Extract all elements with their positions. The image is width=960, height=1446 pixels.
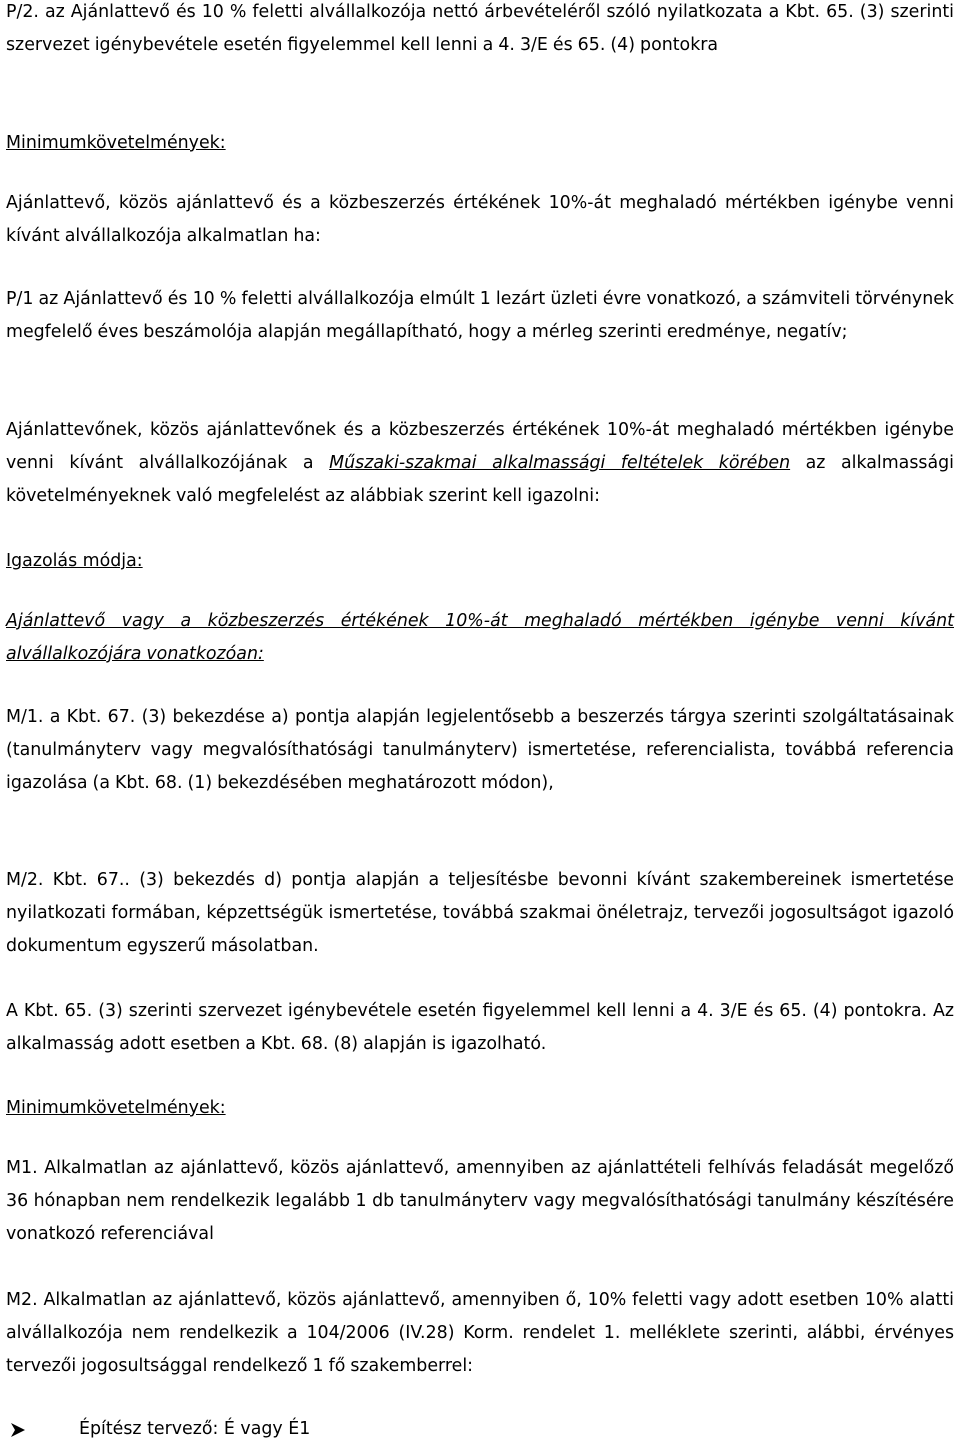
proof-subheading: Ajánlattevő vagy a közbeszerzés értékének 10%-át meghaladó mértékben igénybe venni kívánt alvállalkozójára vonatkozóan: (6, 611, 954, 664)
kbt-note-paragraph: A Kbt. 65. (3) szerinti szervezet igénybevétele esetén figyelemmel kell lenni a 4. 3/E és 65. (4) pontokra. Az alkalmasság adott esetben a Kbt. 68. (8) alapján is igazolható. (6, 1001, 954, 1054)
technical-criteria-reference: Műszaki-szakmai alkalmassági feltételek körében (329, 452, 791, 473)
proof-method-heading: Igazolás módja: (6, 551, 143, 571)
minimum-intro-paragraph: Ajánlattevő, közös ajánlattevő és a közbeszerzés értékének 10%-át meghaladó mértékben igénybe venni kívánt alvállalkozója alkalmatlan ha: (6, 193, 954, 246)
p2-statement: P/2. az Ajánlattevő és 10 % feletti alvállalkozója nettó árbevételéről szóló nyilatkozata a Kbt. 65. (3) szerinti szervezet igénybevétele esetén figyelemmel kell lenni a 4. 3/E és 65. (4) pontokra (6, 2, 954, 55)
m2-proof-paragraph: M/2. Kbt. 67.. (3) bekezdés d) pontja alapján a teljesítésbe bevonni kívánt szakembereinek ismertetése nyilatkozati formában, képzettségük ismertetése, továbbá szakmai önéletrajz, tervezői jogosultságot igazoló dokumentum egyszerű másolatban. (6, 870, 954, 956)
m2-requirement-paragraph: M2. Alkalmatlan az ajánlattevő, közös ajánlattevő, amennyiben ő, 10% feletti vagy adott esetben 10% alatti alvállalkozója nem rendelkezik a 104/2006 (IV.28) Korm. rendelet 1. melléklete szerinti, alábbi, érvényes tervezői jogosultsággal rendelkező 1 fő szakemberrel: (6, 1290, 954, 1376)
minimum-requirements-heading-2: Minimumkövetelmények: (6, 1098, 226, 1118)
p1-requirement-paragraph: P/1 az Ajánlattevő és 10 % feletti alvállalkozója elmúlt 1 lezárt üzleti évre vonatkozó, a számviteli törvénynek megfelelő éves beszámolója alapján megállapítható, hogy a mérleg szerinti eredménye, negatív; (6, 289, 954, 342)
technical-intro-paragraph (6, 414, 954, 512)
technical-intro-text-before: Ajánlattevőnek, közös ajánlattevőnek és a közbeszerzés értékének 10%-át meghaladó mértékben igénybe venni kívánt alvállalkozójának a (6, 420, 954, 473)
m1-proof-paragraph: M/1. a Kbt. 67. (3) bekezdése a) pontja alapján legjelentősebb a beszerzés tárgya szerinti szolgáltatásainak (tanulmányterv vagy megvalósíthatósági tanulmányterv) ismertetése, referencialista, továbbá referencia igazolása (a Kbt. 68. (1) bekezdésében meghatározott módon), (6, 707, 954, 793)
technical-intro-text-after: az alkalmassági követelményeknek való megfelelést az alábbiak szerint kell igazolni: (6, 452, 954, 506)
minimum-requirements-heading: Minimumkövetelmények: (6, 133, 226, 153)
m1-requirement-paragraph: M1. Alkalmatlan az ajánlattevő, közös ajánlattevő, amennyiben az ajánlattételi felhívás feladását megelőző 36 hónapban nem rendelkezik legalább 1 db tanulmányterv vagy megvalósíthatósági tanulmány készítésére vonatkozó referenciával (6, 1158, 954, 1244)
bullet-item-text: Építész tervező: É vagy É1 (79, 1419, 311, 1439)
arrowhead-bullet-icon (10, 1422, 26, 1438)
